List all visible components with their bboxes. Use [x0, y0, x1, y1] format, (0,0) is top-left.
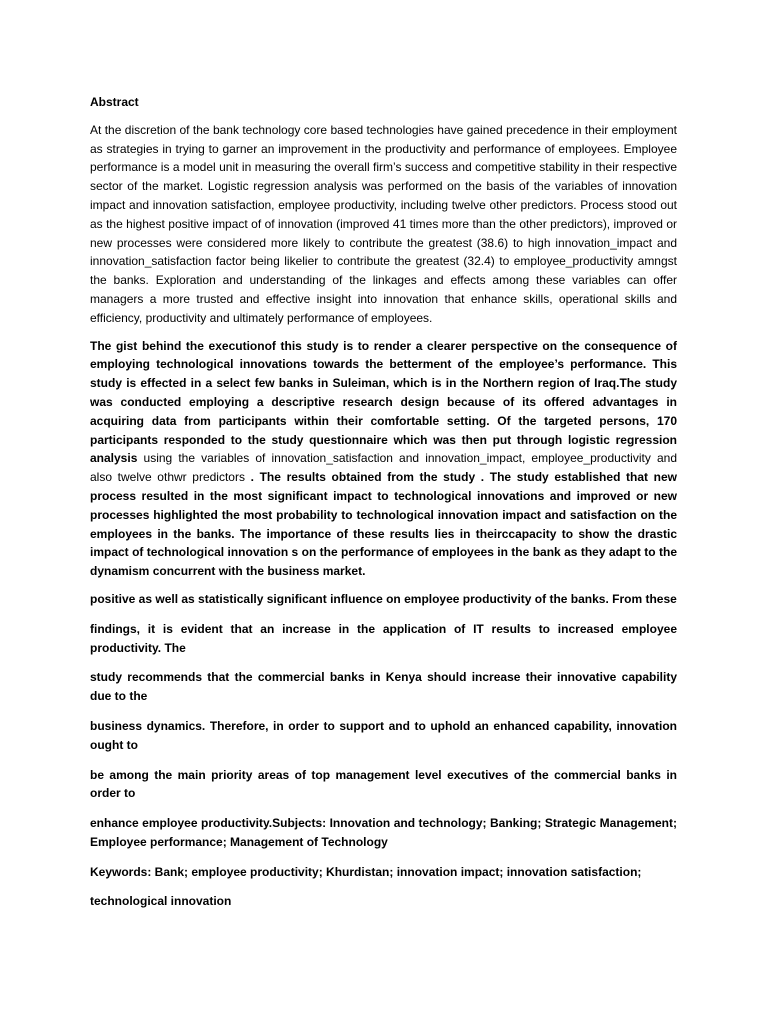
abstract-paragraph-1: At the discretion of the bank technology core based technologies have gained precedence in their employment as strategies in trying to garner an improvement in the productivity and performance of employees. Employee performance is a model unit in measuring the overall firm’s success and competitive stability in their respective sector of the market. Logistic regression analysis was performed on the basis of the variables of innovation impact and innovation satisfaction, employee productivity, including twelve other predictors. Process stood out as the highest positive impact of of innovation (improved 41 times more than the other predictors), improved or new processes were considered more likely to contribute the greatest (38.6) to high innovation_impact and innovation_satisfaction factor being likelier to contribute the greatest (32.4) to employee_productivity amngst the banks. Exploration and understanding of the linkages and effects among these variables can offer managers a more trusted and effective insight into innovation that enhance skills, operational skills and efficiency, productivity and ultimately performance of employees.: [90, 122, 677, 325]
keywords-paragraph: Keywords: Bank; employee productivity; Khurdistan; innovation impact; innovation satisfaction;: [90, 864, 642, 879]
paragraph-2-bold-part-2: . The results obtained from the study . The study established that new process resulted in the most significant impact to technological innovations and improved or new processes highlighted the most probability to technological innovation impact and satisfaction on the employees in the banks. The importance of these results lies in theirccapacity to show the drastic impact of technological innovation s on the performance of employees in the bank as they adapt to the dynamism concurrent with the business market.: [90, 470, 678, 579]
subjects-paragraph: enhance employee productivity.Subjects: Innovation and technology; Banking; Strategic Management; Employee performance; Management of Technology: [90, 816, 677, 849]
abstract-paragraph-7: be among the main priority areas of top management level executives of the commercial banks in order to: [90, 767, 677, 801]
paragraph-2-normal-part: using the variables of innovation_satisfaction and innovation_impact, employee_productivity and also twelve othwr predictors: [90, 451, 677, 485]
abstract-paragraph-2: [90, 337, 677, 581]
abstract-paragraph-4: findings, it is evident that an increase in the application of IT results to increased employee productivity. The: [90, 621, 677, 655]
abstract-paragraph-6: business dynamics. Therefore, in order to support and to uphold an enhanced capability, innovation ought to: [90, 718, 677, 752]
paragraph-2-bold-part-1: The gist behind the executionof this study is to render a clearer perspective on the consequence of employing technological innovations towards the betterment of the employee’s performance. This study is effected in a select few banks in Suleiman, which is in the Northern region of Iraq.The study was conducted employing a descriptive research design because of its offered advantages in acquiring data from participants within their comfortable setting. Of the targeted persons, 170 participants responded to the study questionnaire which was then put through logistic regression analysis: [90, 338, 677, 466]
keywords-continuation: technological innovation: [90, 894, 232, 909]
abstract-paragraph-3: positive as well as statistically significant influence on employee productivity of the banks. From these: [90, 591, 677, 606]
abstract-heading: Abstract: [90, 95, 139, 109]
abstract-paragraph-5: study recommends that the commercial banks in Kenya should increase their innovative capability due to the: [90, 670, 677, 704]
document-page: [90, 93, 677, 922]
